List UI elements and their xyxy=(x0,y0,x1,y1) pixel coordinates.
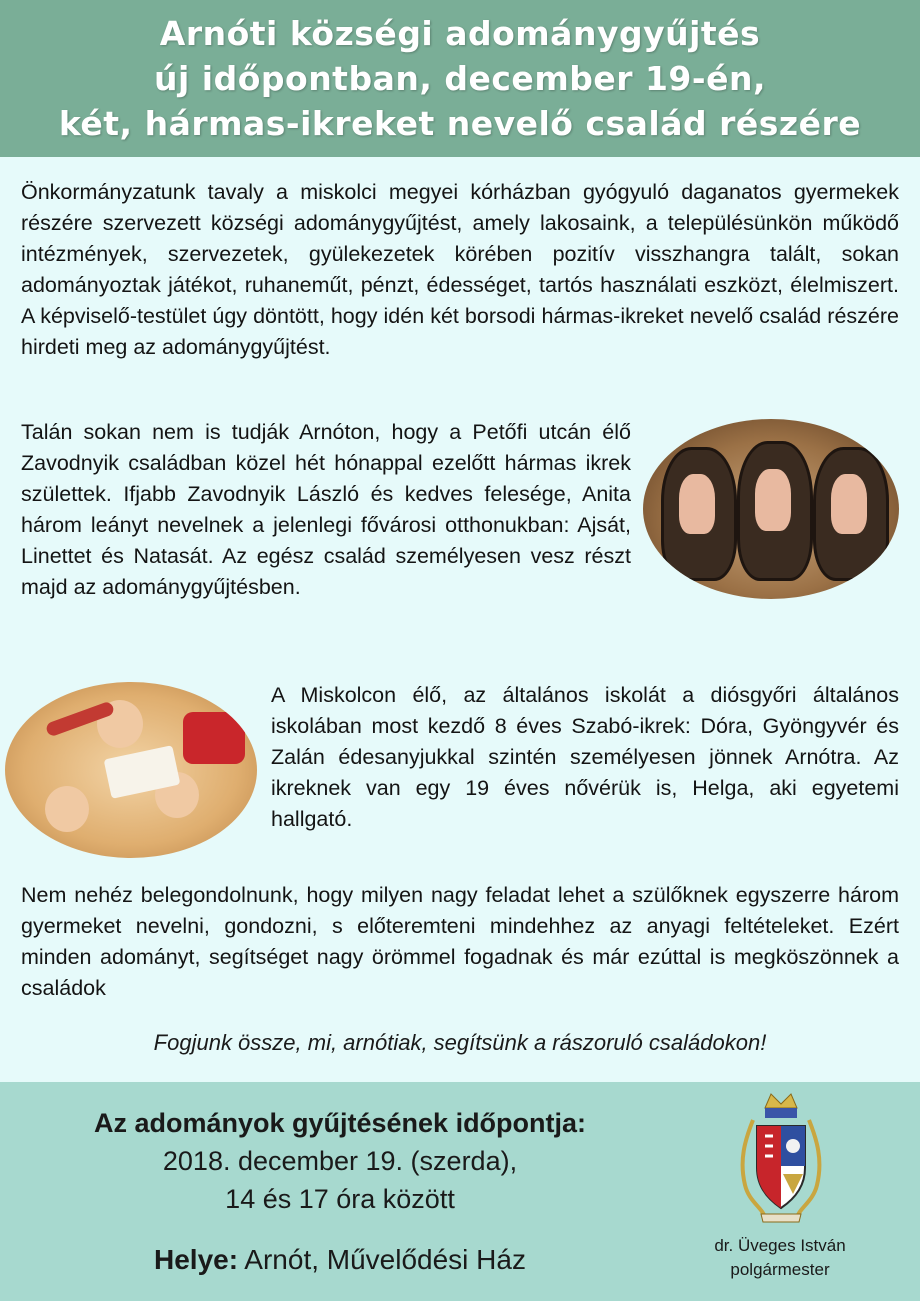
szabo-section xyxy=(21,680,899,864)
signer-name: dr. Üveges István xyxy=(714,1236,846,1255)
place-value: Arnót, Művelődési Ház xyxy=(238,1244,526,1275)
time-heading: Az adományok gyűjtésének időpontja: xyxy=(93,1108,587,1138)
event-hours: 14 és 17 óra között xyxy=(225,1184,455,1214)
event-info xyxy=(0,1104,680,1280)
coat-of-arms-icon xyxy=(735,1090,827,1225)
baby-3 xyxy=(831,474,867,534)
event-date: 2018. december 19. (szerda), xyxy=(162,1146,518,1176)
title-line-3: két, hármas-ikreket nevelő család részére xyxy=(58,104,862,143)
footer-info xyxy=(0,1082,920,1301)
intro-paragraph: Önkormányzatunk tavaly a miskolci megyei kórházban gyógyuló daganatos gyermekek részére szervezett községi adománygyűjtést, amely lakosaink, a településünkön működő intézmények, szervezetek, gyülekezetek körében pozitív visszhangra talált, sokan adományoztak játékot, ruhaneműt, pénzt, édességet, tartós használati eszközt, élelmiszert. A képviselő-testület úgy döntött, hogy idén két borsodi hármas-ikreket nevelő család részére hirdeti meg az adománygyűjtést. xyxy=(21,180,899,359)
szabo-paragraph: A Miskolcon élő, az általános iskolát a diósgyőri általános iskolában most kezdő 8 éves Szabó-ikrek: Dóra, Gyöngyvér és Zalán édesanyjukkal szintén személyesen jönnek Arnótra. Az ikreknek van egy 19 éves nővérük is, Helga, aki egyetemi hallgató. xyxy=(271,683,899,831)
header-banner xyxy=(0,0,920,157)
triplets-photo xyxy=(643,419,899,599)
title-line-2: új időpontban, december 19-én, xyxy=(154,59,766,98)
event-place xyxy=(0,1240,680,1280)
red-bag xyxy=(183,712,245,764)
kids-photo xyxy=(5,682,257,858)
zavodnyik-paragraph: Talán sokan nem is tudják Arnóton, hogy a Petőfi utcán élő Zavodnyik családban közel hét hónappal ezelőtt hármas ikrek születtek. Ifjabb Zavodnyik László és kedves felesége, Anita három leányt nevelnek a jelenlegi fővárosi otthonukban: Ajsát, Linettet és Natasát. Az egész család személyesen vesz részt majd az adománygyűjtésben. xyxy=(21,420,631,599)
signature-block xyxy=(690,1234,870,1282)
kid-2 xyxy=(45,786,89,832)
title-line-1: Arnóti községi adománygyűjtés xyxy=(159,14,761,53)
baby-2 xyxy=(755,469,791,531)
slogan: Fogjunk össze, mi, arnótiak, segítsünk a rászoruló családokon! xyxy=(153,1030,767,1055)
signer-title: polgármester xyxy=(730,1260,830,1279)
closing-paragraph: Nem nehéz belegondolnunk, hogy milyen nagy feladat lehet a szülőknek egyszerre három gyermeket nevelni, gondozni, s előteremteni mindehhez az anyagi feltételeket. Ezért minden adományt, segítséget nagy örömmel fogadnak és már ezúttal is megköszönnek a családok xyxy=(21,883,899,1000)
baby-1 xyxy=(679,474,715,534)
place-label: Helye: xyxy=(154,1244,239,1275)
zavodnyik-section xyxy=(21,417,899,607)
